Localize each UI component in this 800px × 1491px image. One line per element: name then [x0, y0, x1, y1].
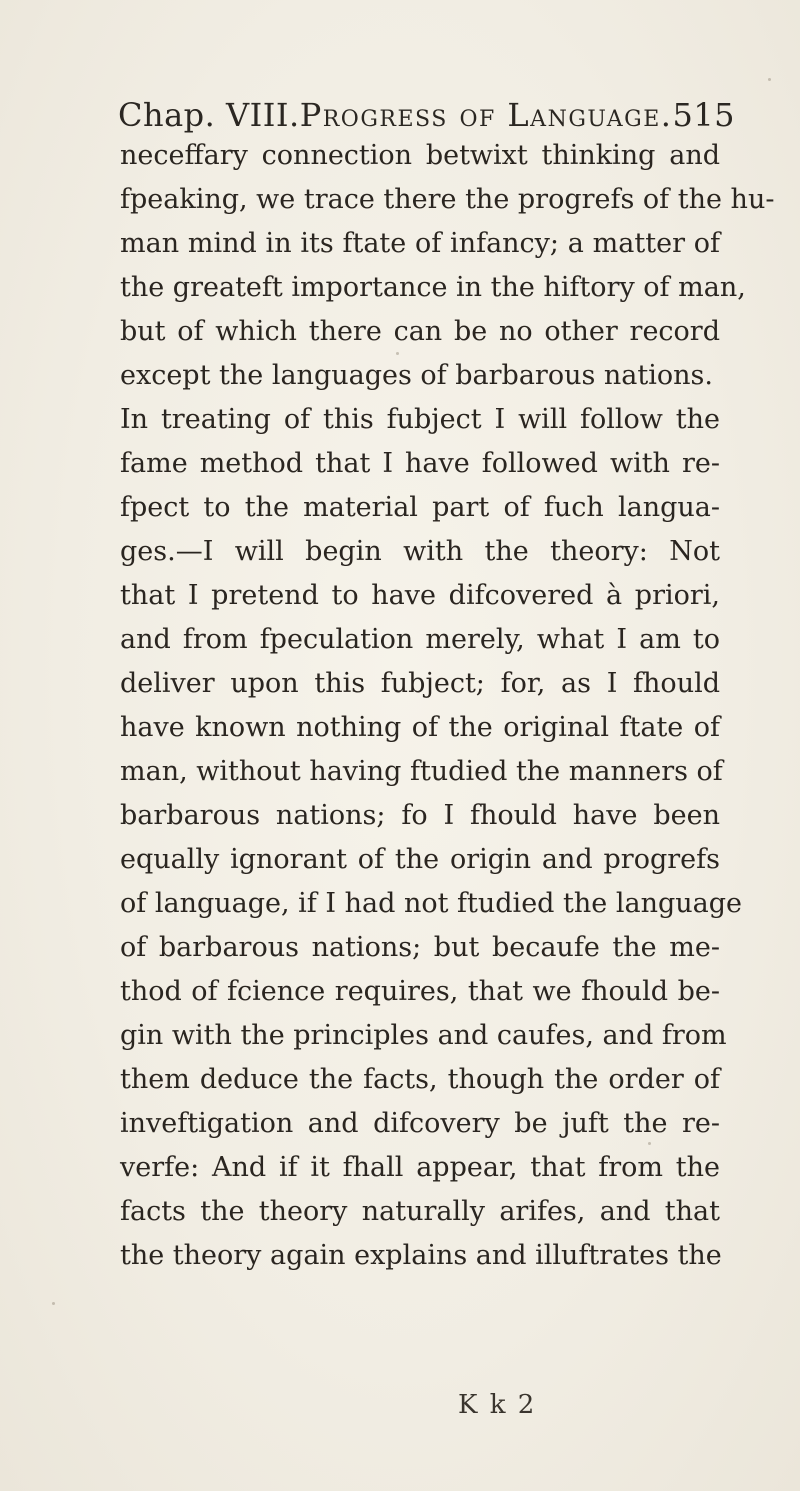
text-line: barbarous nations; fo I fhould have been — [120, 800, 720, 831]
text-line: of language, if I had not ftudied the language — [120, 888, 742, 919]
text-line: them deduce the facts, though the order of — [120, 1064, 720, 1095]
text-line: equally ignorant of the origin and progrefs — [120, 844, 720, 875]
text-line: neceffary connection betwixt thinking and — [120, 140, 720, 171]
text-line: inveftigation and difcovery be juft the re- — [120, 1108, 720, 1139]
signature-mark: K k 2 — [458, 1390, 537, 1420]
chapter-label: Chap. VIII. — [118, 96, 300, 134]
text-line: deliver upon this fubject; for, as I fhould — [120, 668, 720, 699]
text-line: the greateft importance in the hiftory of man, — [120, 272, 746, 303]
text-line: fame method that I have followed with re- — [120, 448, 720, 479]
chapter-title: Progress of Language. — [299, 96, 673, 134]
paper-speck — [648, 1142, 651, 1145]
text-line: gin with the principles and caufes, and from — [120, 1020, 727, 1051]
text-line: of barbarous nations; but becaufe the me- — [120, 932, 720, 963]
text-line: man mind in its ftate of infancy; a matter of — [120, 228, 720, 259]
page-number: 515 — [672, 96, 736, 134]
text-line: that I pretend to have difcovered à priori, — [120, 580, 720, 611]
body-text — [120, 134, 775, 1278]
text-line: and from fpeculation merely, what I am to — [120, 624, 720, 655]
text-line: have known nothing of the original ftate of — [120, 712, 720, 743]
text-line: facts the theory naturally arifes, and that — [120, 1196, 720, 1227]
paper-speck — [52, 1302, 55, 1305]
text-line: except the languages of barbarous nations. — [120, 360, 713, 391]
text-line: fpect to the material part of fuch langua- — [120, 492, 720, 523]
paper-speck — [768, 78, 771, 81]
paper-speck — [396, 352, 399, 355]
text-line: In treating of this fubject I will follow the — [120, 404, 720, 435]
text-line: ges.—I will begin with the theory: Not — [120, 536, 720, 567]
text-line: but of which there can be no other record — [120, 316, 720, 347]
text-line: the theory again explains and illuftrates the — [120, 1240, 722, 1271]
text-line: man, without having ftudied the manners of — [120, 756, 723, 787]
text-line: fpeaking, we trace there the progrefs of the hu- — [120, 184, 775, 215]
running-head — [118, 96, 736, 134]
text-line: verfe: And if it fhall appear, that from the — [120, 1152, 720, 1183]
text-line: thod of fcience requires, that we fhould be- — [120, 976, 720, 1007]
